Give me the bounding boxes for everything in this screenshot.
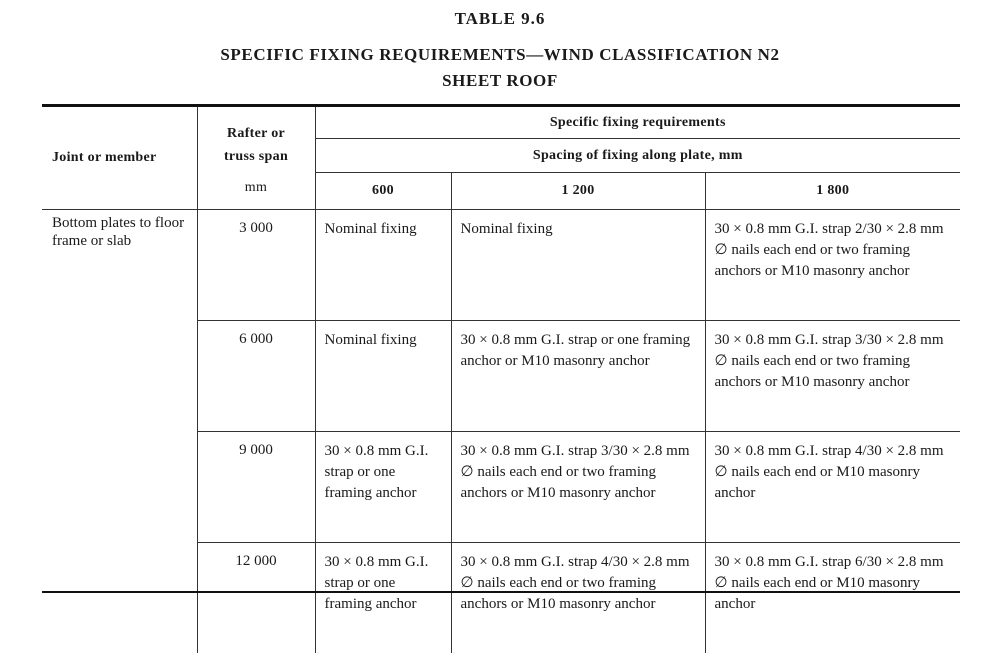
cell-600: 30 × 0.8 mm G.I. strap or one framing anchor	[315, 432, 451, 543]
table-title: SPECIFIC FIXING REQUIREMENTS—WIND CLASSIFICATION N2	[0, 45, 1000, 65]
table-subtitle: SHEET ROOF	[0, 71, 1000, 91]
cell-1800: 30 × 0.8 mm G.I. strap 3/30 × 2.8 mm ∅ nails each end or two framing anchors or M10 masonry anchor	[705, 321, 960, 432]
span-cell: 9 000	[197, 432, 315, 543]
header-col-1800: 1 800	[705, 173, 960, 210]
header-span-line1: Rafter or	[198, 122, 315, 145]
header-col-600: 600	[315, 173, 451, 210]
header-joint-or-member: Joint or member	[42, 107, 197, 210]
cell-1800: 30 × 0.8 mm G.I. strap 4/30 × 2.8 mm ∅ nails each end or M10 masonry anchor	[705, 432, 960, 543]
header-span-unit: mm	[198, 176, 315, 199]
cell-1800: 30 × 0.8 mm G.I. strap 6/30 × 2.8 mm ∅ nails each end or M10 masonry anchor	[705, 543, 960, 653]
header-rafter-span	[197, 107, 315, 210]
cell-1200: 30 × 0.8 mm G.I. strap 3/30 × 2.8 mm ∅ nails each end or two framing anchors or M10 masonry anchor	[451, 432, 705, 543]
cell-1200: 30 × 0.8 mm G.I. strap 4/30 × 2.8 mm ∅ nails each end or two framing anchors or M10 masonry anchor	[451, 543, 705, 653]
cell-600: Nominal fixing	[315, 321, 451, 432]
header-span-line2: truss span	[198, 145, 315, 168]
span-cell: 6 000	[197, 321, 315, 432]
bottom-rule	[42, 591, 960, 593]
cell-1200: Nominal fixing	[451, 210, 705, 321]
header-col-1200: 1 200	[451, 173, 705, 210]
span-cell: 3 000	[197, 210, 315, 321]
span-cell: 12 000	[197, 543, 315, 653]
joint-member-cell: Bottom plates to floor frame or slab	[42, 210, 197, 653]
table-number: TABLE 9.6	[0, 9, 1000, 29]
fixing-requirements-table	[42, 107, 960, 653]
header-specific-fixing: Specific fixing requirements	[315, 107, 960, 139]
cell-1800: 30 × 0.8 mm G.I. strap 2/30 × 2.8 mm ∅ nails each end or two framing anchors or M10 masonry anchor	[705, 210, 960, 321]
cell-600: 30 × 0.8 mm G.I. strap or one framing anchor	[315, 543, 451, 653]
cell-600: Nominal fixing	[315, 210, 451, 321]
cell-1200: 30 × 0.8 mm G.I. strap or one framing anchor or M10 masonry anchor	[451, 321, 705, 432]
table-row	[42, 210, 960, 321]
header-spacing: Spacing of fixing along plate, mm	[315, 139, 960, 173]
